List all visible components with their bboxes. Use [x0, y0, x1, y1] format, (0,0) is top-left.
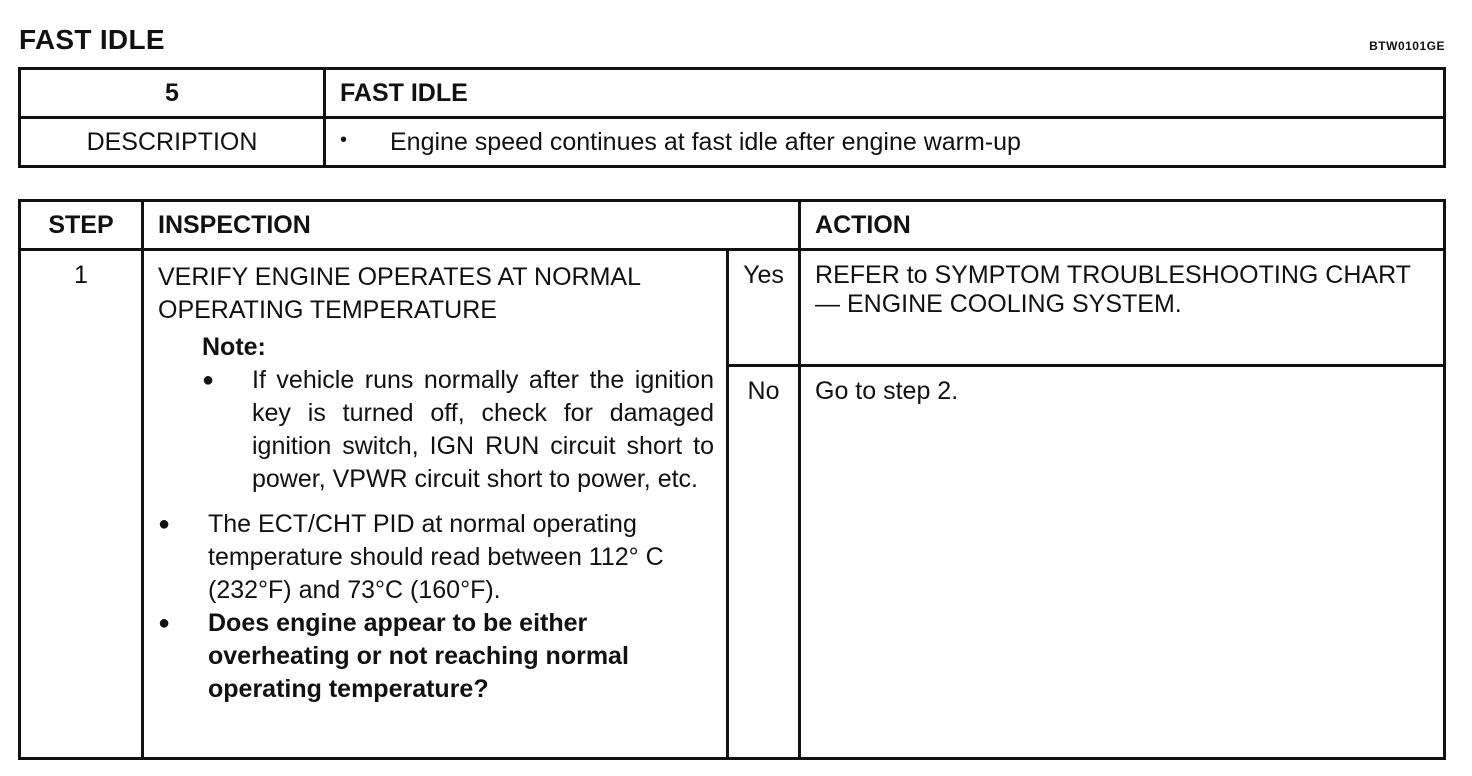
symptom-number: 5	[20, 69, 325, 118]
description-text: Engine speed continues at fast idle after engine warm-up	[390, 127, 1021, 156]
table-row	[20, 250, 1445, 366]
list-item	[158, 508, 714, 607]
inspection-table	[18, 199, 1446, 760]
note-block	[202, 331, 714, 496]
description-label: DESCRIPTION	[20, 118, 325, 167]
yes-action: REFER to SYMPTOM TROUBLESHOOTING CHART — ENGINE COOLING SYSTEM.	[800, 250, 1445, 366]
inspection-title: VERIFY ENGINE OPERATES AT NORMAL OPERATING TEMPERATURE	[158, 263, 641, 324]
note-label: Note:	[202, 333, 266, 361]
symptom-name: FAST IDLE	[325, 69, 1445, 118]
symptom-header-table	[18, 67, 1446, 168]
bullet-icon: •	[340, 129, 348, 152]
note-text: If vehicle runs normally after the ignition key is turned off, check for damaged ignition switch, IGN RUN circuit short to power, VPWR circuit short to power, etc.	[252, 366, 714, 493]
bullet-text: The ECT/CHT PID at normal operating temperature should read between 112° C (232°F) and 73°C (160°F).	[208, 510, 664, 604]
no-label: No	[728, 366, 800, 759]
description-cell	[325, 118, 1445, 167]
step-number: 1	[20, 250, 143, 759]
inspection-table-header	[20, 201, 1445, 250]
column-header-action: ACTION	[800, 201, 1445, 250]
yes-label: Yes	[728, 250, 800, 366]
document-code: BTW0101GE	[1369, 39, 1445, 53]
column-header-inspection: INSPECTION	[143, 201, 800, 250]
inspection-cell	[143, 250, 728, 759]
header-row-description	[20, 118, 1445, 167]
column-header-step: STEP	[20, 201, 143, 250]
bullet-icon: ●	[202, 369, 215, 391]
note-item	[202, 364, 714, 496]
bullet-icon: ●	[158, 513, 171, 535]
inspection-question: Does engine appear to be either overheating or not reaching normal operating temperature?	[208, 609, 629, 703]
no-action: Go to step 2.	[800, 366, 1445, 759]
page-title: FAST IDLE	[19, 24, 165, 55]
list-item	[158, 607, 714, 706]
header-row-title	[20, 69, 1445, 118]
bullet-icon: ●	[158, 612, 171, 634]
